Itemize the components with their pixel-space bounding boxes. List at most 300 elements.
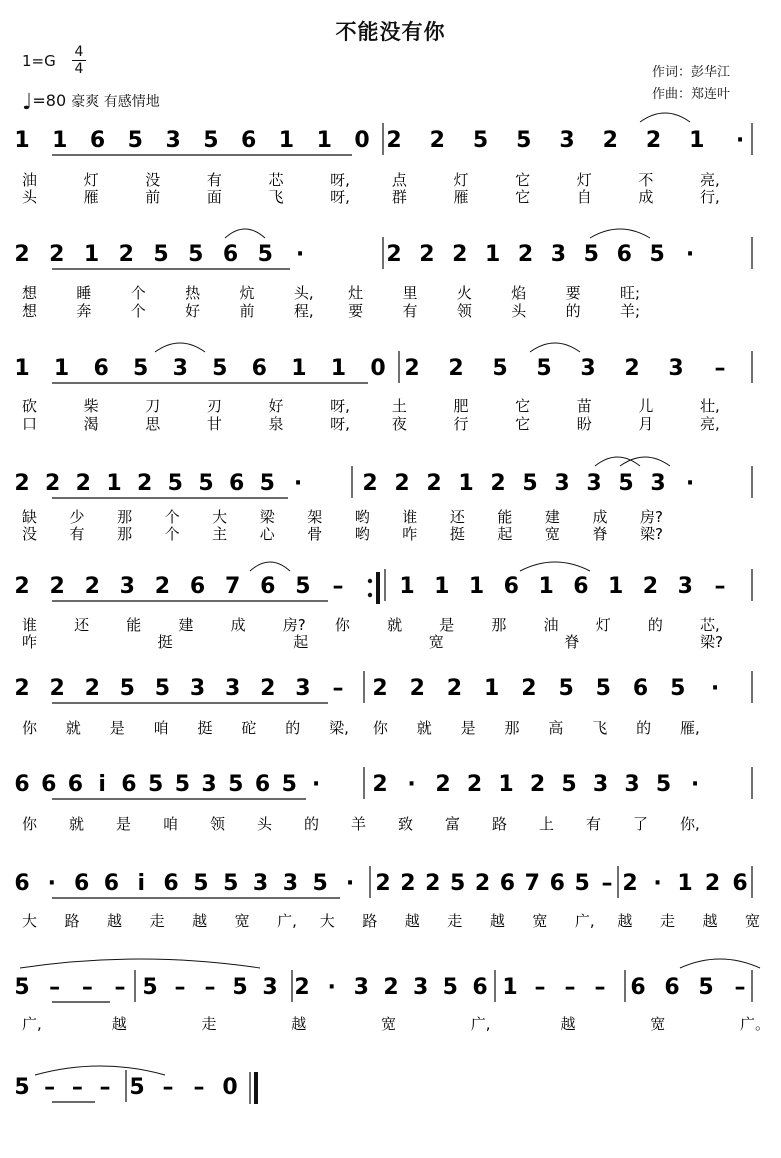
note: · [653,871,662,896]
lyric: 建 [178,616,194,634]
note: 3 [580,356,596,381]
note: 2 [490,471,506,496]
note: 3 [592,772,609,797]
lyric: 越 [111,1015,127,1033]
lyric: 呀, [330,397,350,415]
note: 5 [618,471,634,496]
lyric: 月 [638,415,654,433]
lyric: 炕 [239,284,255,302]
note: 6 [73,871,90,896]
lyric: 甘 [206,415,222,433]
lyric: 越 [291,1015,307,1033]
note: 5 [232,975,248,1000]
lyric: 的 [285,719,301,737]
note: – [564,975,576,1000]
lyric: 儿 [638,397,654,415]
lyric: 芯 [268,171,284,189]
lyric: 咱 [163,815,179,833]
note: 2 [260,676,276,701]
note: 6 [472,975,488,1000]
lyric: 好 [185,302,201,320]
note: 5 [583,242,599,267]
lyric: 起 [293,633,309,651]
lyric: 越 [107,912,123,930]
note: 5 [223,871,239,896]
note: 2 [435,772,451,797]
note: 2 [529,772,546,797]
note: 6 [241,128,257,153]
lyric: 越 [617,912,633,930]
note: 5 [442,975,458,1000]
note: 1 [498,772,514,797]
note: 2 [14,676,30,701]
lyric: 是 [109,719,125,737]
lyric: 越 [489,912,505,930]
lyric: 刀 [145,397,161,415]
lyric: 砣 [241,719,257,737]
note: 2 [386,128,402,153]
note: 3 [554,471,570,496]
note: 6 [499,871,516,896]
note: 0 [370,356,386,381]
slur [595,457,640,466]
lyric: 灯 [453,171,469,189]
note: 5 [198,471,214,496]
note: 1 [52,128,68,153]
note: 5 [154,676,171,701]
lyric: 广, [470,1015,491,1033]
note: 5 [188,242,204,267]
note: 5 [561,772,577,797]
lyric: 哟 [354,525,370,543]
note: 2 [394,471,410,496]
note: 2 [404,356,420,381]
note: 2 [49,574,65,599]
note: 6 [573,574,589,599]
lyric: 灯 [83,171,99,189]
note: · [407,772,416,797]
lyric: 想 [22,284,38,302]
lyric: 前 [145,188,161,206]
lyric: 能 [497,508,513,526]
note: 6 [664,975,680,1000]
lyric: 点 [391,171,407,189]
lyric: 走 [149,912,165,930]
lyric: 柴 [83,397,99,415]
note: 1 [14,128,30,153]
slur [590,229,650,238]
lyric: 脊 [592,525,608,543]
note: 2 [372,772,388,797]
lyric: 那 [491,616,507,634]
note: 6 [632,676,649,701]
lyric: 没 [22,525,38,543]
lyric: 奔 [76,302,92,320]
lyric: 呀, [330,188,350,206]
note: 6 [93,356,109,381]
note: 3 [413,975,429,1000]
note: 1 [53,356,70,381]
note: 1 [458,471,474,496]
note: 6 [14,871,30,896]
lyric: 油 [22,171,38,189]
note: – [162,1075,174,1100]
lyric: 火 [456,284,472,302]
note: 2 [446,676,463,701]
lyricist: 作词：彭华江 [652,65,731,80]
lyric: 挺 [197,719,213,737]
note: 5 [119,676,135,701]
lyric: 梁? [700,633,723,651]
note: 1 [677,871,693,896]
note: – [332,574,344,599]
time-signature-bottom: 4 [74,61,84,77]
lyric: 房? [282,616,306,634]
note: 5 [228,772,244,797]
note: 3 [282,871,299,896]
lyric: 有 [69,525,85,543]
lyric: 你 [22,815,38,833]
note: – [114,975,126,1000]
lyric: 成 [230,616,246,634]
lyric: 广, [22,1015,42,1033]
note: 6 [89,128,106,153]
note: 5 [670,676,686,701]
note: 3 [650,471,666,496]
lyric: 有 [586,815,602,833]
lyric: 焰 [511,284,527,302]
lyric: 头 [257,815,273,833]
note: 5 [133,356,149,381]
note: 3 [586,471,602,496]
note: 3 [201,772,217,797]
note: 2 [624,356,640,381]
lyric: 你 [372,719,388,737]
note: 3 [262,975,278,1000]
lyric: 的 [636,719,652,737]
lyric: 程, [293,302,314,320]
lyric: 口 [22,415,38,433]
note: 5 [312,871,328,896]
lyric: 是 [116,815,132,833]
lyric: 高 [548,719,564,737]
note: 5 [174,772,191,797]
note: 5 [259,471,275,496]
tempo-value: =80 [32,91,67,110]
lyric: 灯 [595,616,611,634]
lyric: 宽 [428,633,444,651]
repeat-dot [368,579,372,583]
note: 2 [362,471,378,496]
note: 0 [354,128,370,153]
note: 2 [419,242,435,267]
note: 5 [281,772,297,797]
lyric: 它 [515,415,531,433]
lyric: 雁 [83,188,99,206]
lyric: 就 [387,616,403,634]
lyric: 的 [304,815,320,833]
note: 5 [516,128,532,153]
note: 6 [549,871,565,896]
note: 5 [212,356,228,381]
slur [680,959,760,968]
note: 2 [448,356,464,381]
lyric: 你 [334,616,350,634]
lyric: 广, [574,912,595,930]
lyric: 旺; [620,284,641,302]
lyric: 它 [515,397,531,415]
lyric: 路 [492,815,508,833]
lyric: 是 [460,719,476,737]
note: 6 [103,871,120,896]
note: 6 [630,975,646,1000]
composer: 作曲：郑连叶 [652,87,731,102]
note: 3 [677,574,693,599]
note: 5 [536,356,552,381]
lyric: 盼 [576,415,592,433]
lyric: 主 [212,525,228,543]
note: · [293,471,303,496]
note: – [714,356,726,381]
lyric: 大 [212,508,228,526]
note: · [327,975,336,1000]
lyric: 宽 [544,525,560,543]
lyric: 个 [164,525,180,543]
note: 2 [118,242,134,267]
note: – [594,975,606,1000]
note: 6 [222,242,239,267]
lyric: 头 [22,188,38,206]
note: 2 [517,242,534,267]
lyric: 能 [126,616,142,634]
note: 5 [450,871,466,896]
lyric: 宽 [532,912,548,930]
note: · [735,128,745,153]
lyric: 土 [391,397,407,415]
lyric: 面 [206,188,222,206]
note: 2 [14,471,30,496]
note: 7 [225,574,241,599]
lyric: 壮, [700,397,720,415]
lyric: 个 [164,508,180,526]
lyric: 雁 [453,188,469,206]
note: 1 [484,676,500,701]
note: 6 [503,574,519,599]
note: 2 [137,471,153,496]
note: 2 [383,975,399,1000]
lyric: 大 [319,912,335,930]
lyric: 飞 [268,188,284,206]
note: 6 [189,574,206,599]
note: 5 [257,242,273,267]
note: i [98,772,106,797]
lyric: 群 [391,188,407,206]
note: – [81,975,93,1000]
note: – [71,1075,83,1100]
note: 3 [295,676,311,701]
note: 5 [193,871,209,896]
lyric: 苗 [576,397,592,415]
lyric: 咋 [22,633,38,651]
note: 1 [316,128,332,153]
note: · [311,772,321,797]
lyric: 羊; [620,302,641,320]
note: 5 [558,676,574,701]
note: 2 [642,574,659,599]
lyric: 谁 [22,616,38,634]
lyric: 是 [439,616,455,634]
lyric: 上 [539,815,555,833]
note: 2 [426,471,442,496]
lyric: 头, [293,284,314,302]
note: 1 [291,356,307,381]
lyric: 还 [449,508,465,526]
lyric: 越 [560,1015,576,1033]
slur [155,343,205,352]
lyric: 咱 [153,719,169,737]
note: 3 [550,242,567,267]
note: 5 [472,128,489,153]
lyric: 宽 [234,912,250,930]
lyric: 行, [700,188,720,206]
lyric: 致 [398,815,414,833]
note: – [332,676,344,701]
note: 1 [278,128,295,153]
lyric: 有 [402,302,418,320]
note: · [685,471,695,496]
note: 1 [83,242,100,267]
song-title: 不能没有你 [335,20,446,44]
note: 0 [222,1075,238,1100]
lyric: 里 [402,284,418,302]
note: 1 [14,356,30,381]
lyric: 睡 [76,284,92,302]
lyric: 那 [117,525,133,543]
lyric: 走 [659,912,675,930]
lyric: 渴 [83,415,99,433]
lyric: 呀, [330,171,350,189]
lyric: 雁, [680,719,700,737]
lyric: 刃 [206,397,222,415]
note: 6 [732,871,748,896]
note: 2 [49,242,65,267]
note: 3 [165,128,181,153]
lyric: 少 [69,508,85,526]
lyric: 要 [565,284,581,302]
note: 2 [622,871,638,896]
lyric: 没 [145,171,161,189]
note: 3 [172,356,188,381]
lyric: 要 [348,302,364,320]
lyric: 越 [192,912,208,930]
note: 6 [67,772,84,797]
lyric: 夜 [391,415,407,433]
note: 3 [353,975,369,1000]
slur [250,562,290,571]
lyric: 肥 [453,397,469,415]
lyric: 就 [69,815,85,833]
note: 6 [229,471,245,496]
note: 2 [602,128,618,153]
note: – [193,1075,205,1100]
lyric: 越 [404,912,420,930]
lyric: 芯, [700,616,720,634]
note: 2 [521,676,537,701]
note: · [295,242,305,267]
lyric: 灯 [576,171,592,189]
note: 1 [538,574,554,599]
lyric: 呀, [330,415,350,433]
lyric: 了 [633,815,649,833]
note: 7 [524,871,540,896]
note: – [601,871,613,896]
note: 6 [121,772,137,797]
lyric: 广。 [740,1015,771,1033]
note: 5 [129,1075,145,1100]
lyric: 灶 [348,284,364,302]
lyric: 领 [456,302,472,320]
note: 5 [655,772,672,797]
note: 3 [559,128,575,153]
lyric: 热 [185,284,201,302]
note: 5 [649,242,665,267]
lyric: 挺 [449,525,465,543]
lyric: 越 [702,912,718,930]
note: 1 [485,242,501,267]
lyric: 自 [576,188,592,206]
note: 2 [372,676,388,701]
slur [520,562,590,571]
lyric: 路 [362,912,378,930]
note: 6 [260,574,276,599]
lyric: 领 [210,815,226,833]
lyric: 成 [592,508,608,526]
note: 2 [645,128,662,153]
note: 1 [608,574,624,599]
lyric: 路 [64,912,80,930]
lyric: 砍 [22,397,38,415]
note: 1 [502,975,518,1000]
lyric: 好 [268,397,284,415]
note: · [345,871,355,896]
note: 6 [251,356,267,381]
lyric: 飞 [592,719,608,737]
slur [225,229,265,238]
lyric: 你 [22,719,38,737]
note: 2 [466,772,483,797]
lyric: 脊 [564,633,580,651]
note: 1 [106,471,122,496]
note: 5 [698,975,714,1000]
slur [35,1066,165,1075]
note: 2 [425,871,441,896]
lyric: 梁 [259,508,275,526]
note: 5 [14,975,30,1000]
note: 6 [14,772,30,797]
note: – [44,1075,56,1100]
lyric: 心 [259,525,275,543]
lyric: 的 [565,302,581,320]
lyric: 房? [640,508,663,526]
lyric: 头 [511,302,527,320]
lyric: 架 [307,508,323,526]
note: 2 [386,242,402,267]
note: – [49,975,61,1000]
lyric: 富 [445,815,461,833]
lyric: 就 [416,719,432,737]
note: 6 [616,242,632,267]
lyric: 想 [22,302,38,320]
